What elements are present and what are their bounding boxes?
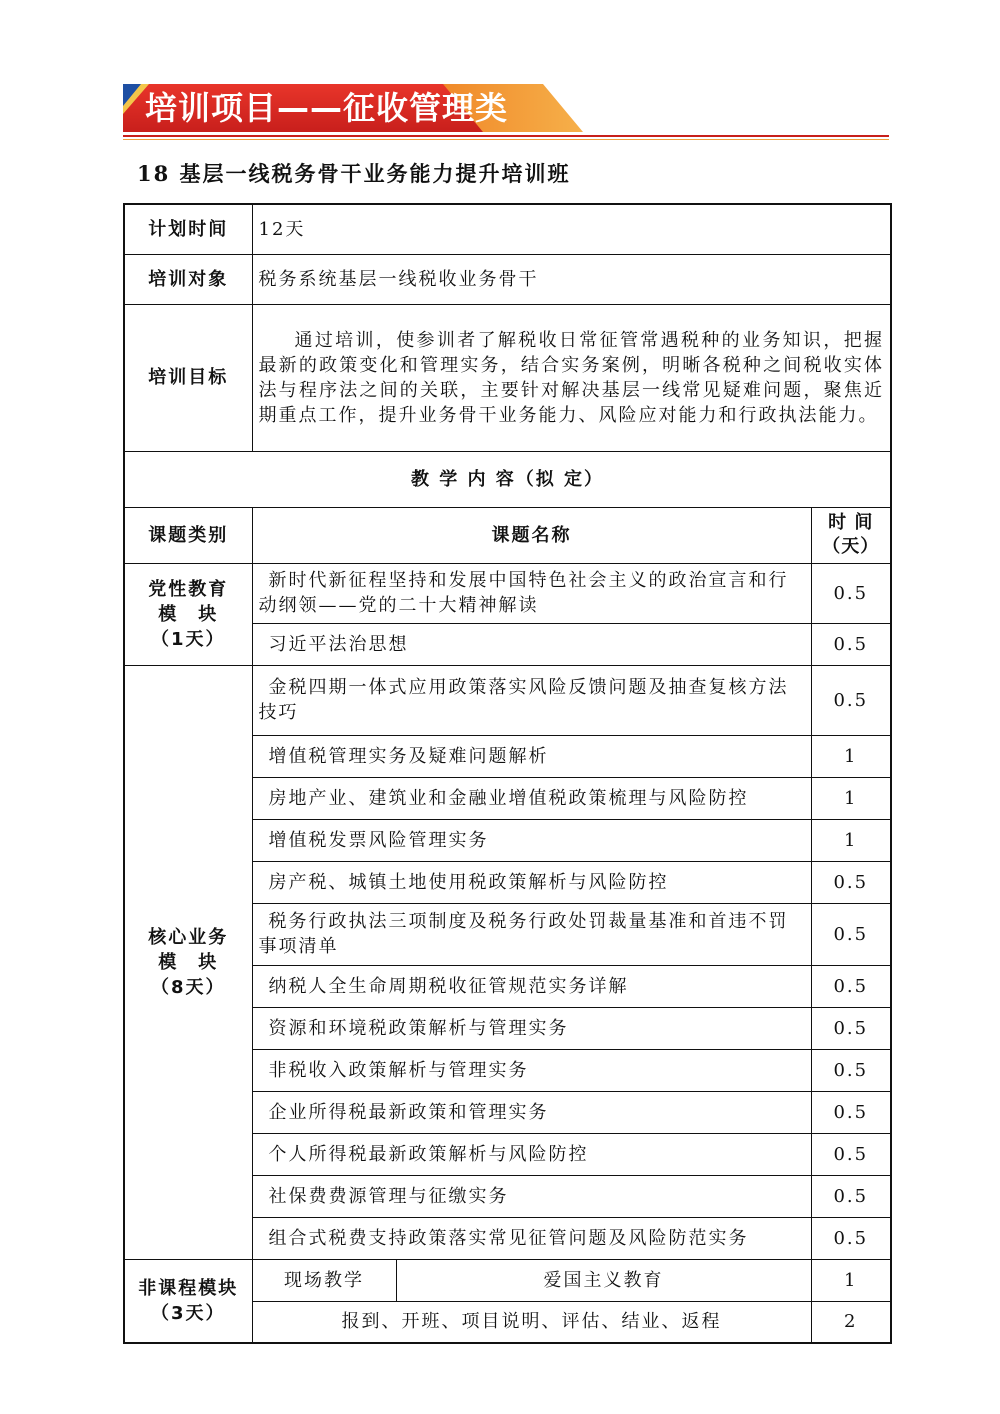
col-days-header-line1: 时 间 — [828, 512, 874, 533]
topic-title: 税务行政执法三项制度及税务行政处罚裁量基准和首违不罚事项清单 — [252, 903, 811, 965]
row-column-headers — [124, 507, 891, 563]
topic-days: 0.5 — [811, 623, 891, 665]
topic-title: 企业所得税最新政策和管理实务 — [252, 1091, 811, 1133]
activity-type: 现场教学 — [252, 1259, 396, 1301]
topic-title: 增值税发票风险管理实务 — [252, 819, 811, 861]
topic-days: 0.5 — [811, 1133, 891, 1175]
row-plan-time — [124, 204, 891, 254]
table-row — [124, 665, 891, 735]
module-suffix: 模 块 — [158, 603, 219, 625]
col-topic-header: 课题名称 — [252, 507, 811, 563]
goal-label: 培训目标 — [124, 304, 252, 451]
col-category-header: 课题类别 — [124, 507, 252, 563]
banner-title: 培训项目——征收管理类 — [145, 89, 509, 127]
module-days: （1天） — [150, 628, 226, 650]
row-section-title — [124, 451, 891, 507]
module-days: （3天） — [150, 1302, 226, 1324]
course-table — [123, 203, 892, 1344]
course-title: 18 基层一线税务骨干业务能力提升培训班 — [137, 161, 571, 186]
activity-title: 报到、开班、项目说明、评估、结业、返程 — [252, 1301, 811, 1343]
topic-days: 0.5 — [811, 665, 891, 735]
target-value: 税务系统基层一线税收业务骨干 — [252, 254, 891, 304]
plan-time-label: 计划时间 — [124, 204, 252, 254]
topic-title: 习近平法治思想 — [252, 623, 811, 665]
section-banner — [123, 84, 889, 142]
activity-title: 爱国主义教育 — [396, 1259, 811, 1301]
goal-value: 通过培训，使参训者了解税收日常征管常遇税种的业务知识，把握最新的政策变化和管理实务，结合实务案例，明晰各税种之间税收实体法与程序法之间的关联，主要针对解决基层一线常见疑难问题，聚焦近期重点工作，提升业务骨干业务能力、风险应对能力和行政执法能力。 — [252, 304, 891, 451]
topic-title: 个人所得税最新政策解析与风险防控 — [252, 1133, 811, 1175]
table-row — [124, 1259, 891, 1301]
banner-underline-thin — [123, 139, 889, 140]
topic-title: 纳税人全生命周期税收征管规范实务详解 — [252, 965, 811, 1007]
activity-days: 1 — [811, 1259, 891, 1301]
col-days-header — [811, 507, 891, 563]
topic-title: 房地产业、建筑业和金融业增值税政策梳理与风险防控 — [252, 777, 811, 819]
module-name: 非课程模块 — [138, 1277, 239, 1299]
module-days: （8天） — [150, 976, 226, 998]
module-noncourse-category — [124, 1259, 252, 1343]
topic-days: 0.5 — [811, 563, 891, 623]
topic-title: 社保费费源管理与征缴实务 — [252, 1175, 811, 1217]
topic-days: 0.5 — [811, 1007, 891, 1049]
topic-title: 金税四期一体式应用政策落实风险反馈问题及抽查复核方法技巧 — [252, 665, 811, 735]
activity-days: 2 — [811, 1301, 891, 1343]
topic-days: 1 — [811, 819, 891, 861]
module-party-category — [124, 563, 252, 665]
topic-days: 0.5 — [811, 903, 891, 965]
topic-days: 0.5 — [811, 1217, 891, 1259]
table-row — [124, 563, 891, 623]
topic-title: 非税收入政策解析与管理实务 — [252, 1049, 811, 1091]
topic-days: 1 — [811, 735, 891, 777]
module-name: 核心业务 — [148, 926, 229, 948]
target-label: 培训对象 — [124, 254, 252, 304]
module-core-category — [124, 665, 252, 1259]
row-goal — [124, 304, 891, 451]
module-suffix: 模 块 — [158, 951, 219, 973]
topic-title: 增值税管理实务及疑难问题解析 — [252, 735, 811, 777]
topic-days: 0.5 — [811, 1175, 891, 1217]
plan-time-value: 12天 — [252, 204, 891, 254]
topic-title: 新时代新征程坚持和发展中国特色社会主义的政治宣言和行动纲领——党的二十大精神解读 — [252, 563, 811, 623]
row-target — [124, 254, 891, 304]
topic-title: 房产税、城镇土地使用税政策解析与风险防控 — [252, 861, 811, 903]
topic-days: 0.5 — [811, 861, 891, 903]
col-days-header-line2: （天） — [822, 536, 880, 557]
topic-days: 0.5 — [811, 1091, 891, 1133]
topic-days: 1 — [811, 777, 891, 819]
topic-title: 资源和环境税政策解析与管理实务 — [252, 1007, 811, 1049]
topic-title: 组合式税费支持政策落实常见征管问题及风险防范实务 — [252, 1217, 811, 1259]
topic-days: 0.5 — [811, 1049, 891, 1091]
banner-underline — [123, 135, 889, 137]
module-name: 党性教育 — [148, 578, 229, 600]
topic-days: 0.5 — [811, 965, 891, 1007]
content-section-title: 教 学 内 容（拟 定） — [124, 451, 891, 507]
